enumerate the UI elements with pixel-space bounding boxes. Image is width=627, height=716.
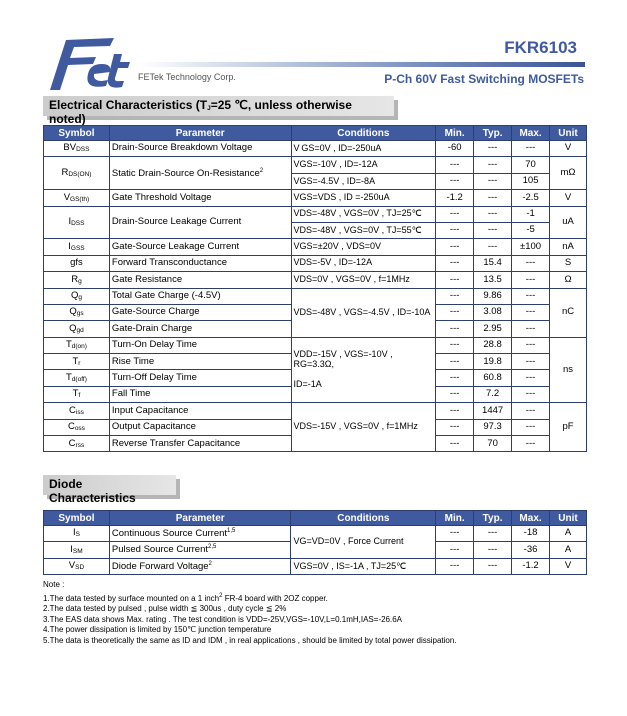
symbol-cell: $Q_g$ bbox=[44, 288, 110, 304]
note-3: 3.The EAS data shows Max. rating . The test condition is VDD=-25V,VGS=-10V,L=0.1mH,IAS=-26.6A bbox=[43, 614, 403, 624]
max-cell: --- bbox=[512, 354, 550, 370]
table-row bbox=[44, 157, 587, 173]
table-row bbox=[44, 403, 587, 419]
table-header-row bbox=[44, 511, 587, 526]
min-cell: --- bbox=[436, 222, 474, 238]
conditions-cell: VGS=0V , IS=-1A , TJ=25℃ bbox=[291, 558, 436, 574]
typ-cell: 2.95 bbox=[474, 321, 512, 337]
min-cell: --- bbox=[436, 173, 474, 189]
max-cell: -18 bbox=[512, 526, 550, 542]
typ-cell: --- bbox=[474, 141, 512, 157]
parameter-cell: Static Drain-Source On-Resistance$^2$ bbox=[109, 157, 291, 190]
min-cell: --- bbox=[436, 354, 474, 370]
parameter-cell: Input Capacitance bbox=[109, 403, 291, 419]
unit-cell: V bbox=[550, 141, 587, 157]
max-cell: --- bbox=[512, 370, 550, 386]
diode-characteristics-table bbox=[43, 510, 587, 575]
typ-cell: 19.8 bbox=[474, 354, 512, 370]
max-cell: --- bbox=[512, 255, 550, 271]
typ-cell: 70 bbox=[474, 436, 512, 452]
min-cell: --- bbox=[436, 370, 474, 386]
table-row bbox=[44, 526, 587, 542]
parameter-cell: Reverse Transfer Capacitance bbox=[109, 436, 291, 452]
symbol-cell: $Q_{gd}$ bbox=[44, 321, 110, 337]
parameter-cell: Gate-Drain Charge bbox=[109, 321, 291, 337]
conditions-cell: VGS=-4.5V , ID=-8A bbox=[291, 173, 436, 189]
table-row bbox=[44, 288, 587, 304]
conditions-cell: VDS=-48V , VGS=-4.5V , ID=-10A bbox=[291, 288, 436, 337]
conditions-cell: VDS=-15V , VGS=0V , f=1MHz bbox=[291, 403, 436, 452]
symbol-cell: $C_{oss}$ bbox=[44, 419, 110, 435]
typ-cell: --- bbox=[474, 190, 512, 206]
max-cell: --- bbox=[512, 403, 550, 419]
symbol-cell: $I_{SM}$ bbox=[44, 542, 110, 558]
min-cell: --- bbox=[436, 157, 474, 173]
max-cell: -36 bbox=[512, 542, 550, 558]
typ-cell: --- bbox=[474, 542, 512, 558]
conditions-cell: VDD=-15V , VGS=-10V , RG=3.3Ω, ID=-1A bbox=[291, 337, 436, 403]
max-cell: -5 bbox=[512, 222, 550, 238]
parameter-cell: Forward Transconductance bbox=[109, 255, 291, 271]
unit-cell: V bbox=[550, 558, 587, 574]
col-parameter: Parameter bbox=[109, 511, 291, 526]
min-cell: --- bbox=[436, 321, 474, 337]
max-cell: --- bbox=[512, 272, 550, 288]
symbol-cell: $I_S$ bbox=[44, 526, 110, 542]
typ-cell: --- bbox=[474, 173, 512, 189]
conditions-cell: VGS=VDS , ID =-250uA bbox=[291, 190, 436, 206]
typ-cell: --- bbox=[474, 157, 512, 173]
max-cell: --- bbox=[512, 386, 550, 402]
header-divider bbox=[138, 62, 585, 67]
max-cell: -1.2 bbox=[512, 558, 550, 574]
notes-heading: Note : bbox=[43, 580, 65, 589]
max-cell: ±100 bbox=[512, 239, 550, 255]
product-subtitle: P-Ch 60V Fast Switching MOSFETs bbox=[384, 72, 584, 86]
min-cell: --- bbox=[436, 403, 474, 419]
symbol-cell: $C_{rss}$ bbox=[44, 436, 110, 452]
unit-cell: A bbox=[550, 542, 587, 558]
table-row bbox=[44, 190, 587, 206]
max-cell: 105 bbox=[512, 173, 550, 189]
fetek-logo bbox=[44, 34, 134, 94]
min-cell: -1.2 bbox=[436, 190, 474, 206]
parameter-cell: Pulsed Source Current$^{2,5}$ bbox=[109, 542, 291, 558]
col-typ: Typ. bbox=[474, 126, 512, 141]
min-cell: --- bbox=[436, 255, 474, 271]
parameter-cell: Continuous Source Current$^{1,5}$ bbox=[109, 526, 291, 542]
symbol-cell: $V_{GS(th)}$ bbox=[44, 190, 110, 206]
symbol-cell: $T_{d(off)}$ bbox=[44, 370, 110, 386]
col-parameter: Parameter bbox=[109, 126, 291, 141]
symbol-cell: $T_f$ bbox=[44, 386, 110, 402]
typ-cell: --- bbox=[474, 558, 512, 574]
col-conditions: Conditions bbox=[291, 126, 436, 141]
company-name: FETek Technology Corp. bbox=[138, 72, 236, 82]
unit-cell: nC bbox=[550, 288, 587, 337]
typ-cell: --- bbox=[474, 222, 512, 238]
max-cell: --- bbox=[512, 304, 550, 320]
unit-cell: mΩ bbox=[550, 157, 587, 190]
col-max: Max. bbox=[512, 511, 550, 526]
symbol-cell: $R_{DS(ON)}$ bbox=[44, 157, 110, 190]
min-cell: --- bbox=[436, 419, 474, 435]
table-row bbox=[44, 255, 587, 271]
col-min: Min. bbox=[436, 126, 474, 141]
typ-cell: 60.8 bbox=[474, 370, 512, 386]
electrical-characteristics-table bbox=[43, 125, 587, 452]
col-min: Min. bbox=[436, 511, 474, 526]
parameter-cell: Gate-Source Charge bbox=[109, 304, 291, 320]
note-2: 2.The data tested by pulsed , pulse width ≦ 300us , duty cycle ≦ 2% bbox=[43, 604, 287, 614]
symbol-cell: $I_{GSS}$ bbox=[44, 239, 110, 255]
diode-section-title: Diode Characteristics bbox=[43, 475, 176, 495]
min-cell: --- bbox=[436, 304, 474, 320]
col-typ: Typ. bbox=[474, 511, 512, 526]
note-1: 1.The data tested by surface mounted on a 1 inch$^2$ FR-4 board with 2OZ copper. bbox=[43, 592, 328, 603]
symbol-cell: gfs bbox=[44, 255, 110, 271]
unit-cell: S bbox=[550, 255, 587, 271]
max-cell: -2.5 bbox=[512, 190, 550, 206]
parameter-cell: Turn-Off Delay Time bbox=[109, 370, 291, 386]
conditions-cell: VDS=-5V , ID=-12A bbox=[291, 255, 436, 271]
symbol-cell: $V_{SD}$ bbox=[44, 558, 110, 574]
typ-cell: 9.86 bbox=[474, 288, 512, 304]
parameter-cell: Drain-Source Breakdown Voltage bbox=[109, 141, 291, 157]
table-row bbox=[44, 206, 587, 222]
min-cell: --- bbox=[436, 337, 474, 353]
min-cell: --- bbox=[436, 272, 474, 288]
table-row bbox=[44, 141, 587, 157]
conditions-cell: VG=VD=0V , Force Current bbox=[291, 526, 436, 559]
parameter-cell: Fall Time bbox=[109, 386, 291, 402]
min-cell: --- bbox=[436, 436, 474, 452]
typ-cell: 15.4 bbox=[474, 255, 512, 271]
conditions-cell: VDS=-48V , VGS=0V , TJ=55℃ bbox=[291, 222, 436, 238]
min-cell: --- bbox=[436, 239, 474, 255]
parameter-cell: Drain-Source Leakage Current bbox=[109, 206, 291, 239]
col-max: Max. bbox=[512, 126, 550, 141]
symbol-cell: $T_{d(on)}$ bbox=[44, 337, 110, 353]
table-row bbox=[44, 272, 587, 288]
unit-cell: A bbox=[550, 526, 587, 542]
unit-cell: V bbox=[550, 190, 587, 206]
typ-cell: 13.5 bbox=[474, 272, 512, 288]
table-row bbox=[44, 558, 587, 574]
col-conditions: Conditions bbox=[291, 511, 436, 526]
parameter-cell: Gate Threshold Voltage bbox=[109, 190, 291, 206]
min-cell: -60 bbox=[436, 141, 474, 157]
unit-cell: uA bbox=[550, 206, 587, 239]
typ-cell: --- bbox=[474, 526, 512, 542]
min-cell: --- bbox=[436, 206, 474, 222]
notes bbox=[43, 580, 457, 647]
max-cell: --- bbox=[512, 141, 550, 157]
typ-cell: 28.8 bbox=[474, 337, 512, 353]
min-cell: --- bbox=[436, 526, 474, 542]
unit-cell: Ω bbox=[550, 272, 587, 288]
max-cell: --- bbox=[512, 436, 550, 452]
max-cell: --- bbox=[512, 321, 550, 337]
min-cell: --- bbox=[436, 288, 474, 304]
col-unit: Unit bbox=[550, 511, 587, 526]
symbol-cell: $Q_{gs}$ bbox=[44, 304, 110, 320]
typ-cell: 7.2 bbox=[474, 386, 512, 402]
conditions-cell: V GS=0V , ID=-250uA bbox=[291, 141, 436, 157]
conditions-cell: VGS=±20V , VDS=0V bbox=[291, 239, 436, 255]
conditions-cell: VDS=0V , VGS=0V , f=1MHz bbox=[291, 272, 436, 288]
symbol-cell: $C_{iss}$ bbox=[44, 403, 110, 419]
table-header-row bbox=[44, 126, 587, 141]
typ-cell: --- bbox=[474, 239, 512, 255]
parameter-cell: Diode Forward Voltage$^2$ bbox=[109, 558, 291, 574]
table-row bbox=[44, 239, 587, 255]
unit-cell: pF bbox=[550, 403, 587, 452]
parameter-cell: Output Capacitance bbox=[109, 419, 291, 435]
min-cell: --- bbox=[436, 386, 474, 402]
conditions-cell: VGS=-10V , ID=-12A bbox=[291, 157, 436, 173]
typ-cell: 3.08 bbox=[474, 304, 512, 320]
col-symbol: Symbol bbox=[44, 511, 110, 526]
part-number: FKR6103 bbox=[504, 38, 577, 57]
min-cell: --- bbox=[436, 542, 474, 558]
parameter-cell: Total Gate Charge (-4.5V) bbox=[109, 288, 291, 304]
max-cell: --- bbox=[512, 419, 550, 435]
table-row bbox=[44, 337, 587, 353]
max-cell: -1 bbox=[512, 206, 550, 222]
note-5: 5.The data is theoretically the same as ID and IDM , in real applications , should be limited by total power dissipation. bbox=[43, 635, 457, 645]
symbol-cell: $T_r$ bbox=[44, 354, 110, 370]
note-4: 4.The power dissipation is limited by 150℃ junction temperature bbox=[43, 625, 272, 635]
typ-cell: 1447 bbox=[474, 403, 512, 419]
parameter-cell: Rise Time bbox=[109, 354, 291, 370]
conditions-cell: VDS=-48V , VGS=0V , TJ=25℃ bbox=[291, 206, 436, 222]
max-cell: 70 bbox=[512, 157, 550, 173]
parameter-cell: Gate Resistance bbox=[109, 272, 291, 288]
col-symbol: Symbol bbox=[44, 126, 110, 141]
typ-cell: --- bbox=[474, 206, 512, 222]
typ-cell: 97.3 bbox=[474, 419, 512, 435]
col-unit: Unit bbox=[550, 126, 587, 141]
parameter-cell: Turn-On Delay Time bbox=[109, 337, 291, 353]
symbol-cell: $R_g$ bbox=[44, 272, 110, 288]
unit-cell: nA bbox=[550, 239, 587, 255]
max-cell: --- bbox=[512, 337, 550, 353]
min-cell: --- bbox=[436, 558, 474, 574]
symbol-cell: $I_{DSS}$ bbox=[44, 206, 110, 239]
electrical-section-title: Electrical Characteristics ($T_J=25$ ℃, unless otherwise noted) bbox=[43, 96, 394, 116]
parameter-cell: Gate-Source Leakage Current bbox=[109, 239, 291, 255]
symbol-cell: $BV_{DSS}$ bbox=[44, 141, 110, 157]
max-cell: --- bbox=[512, 288, 550, 304]
unit-cell: ns bbox=[550, 337, 587, 403]
